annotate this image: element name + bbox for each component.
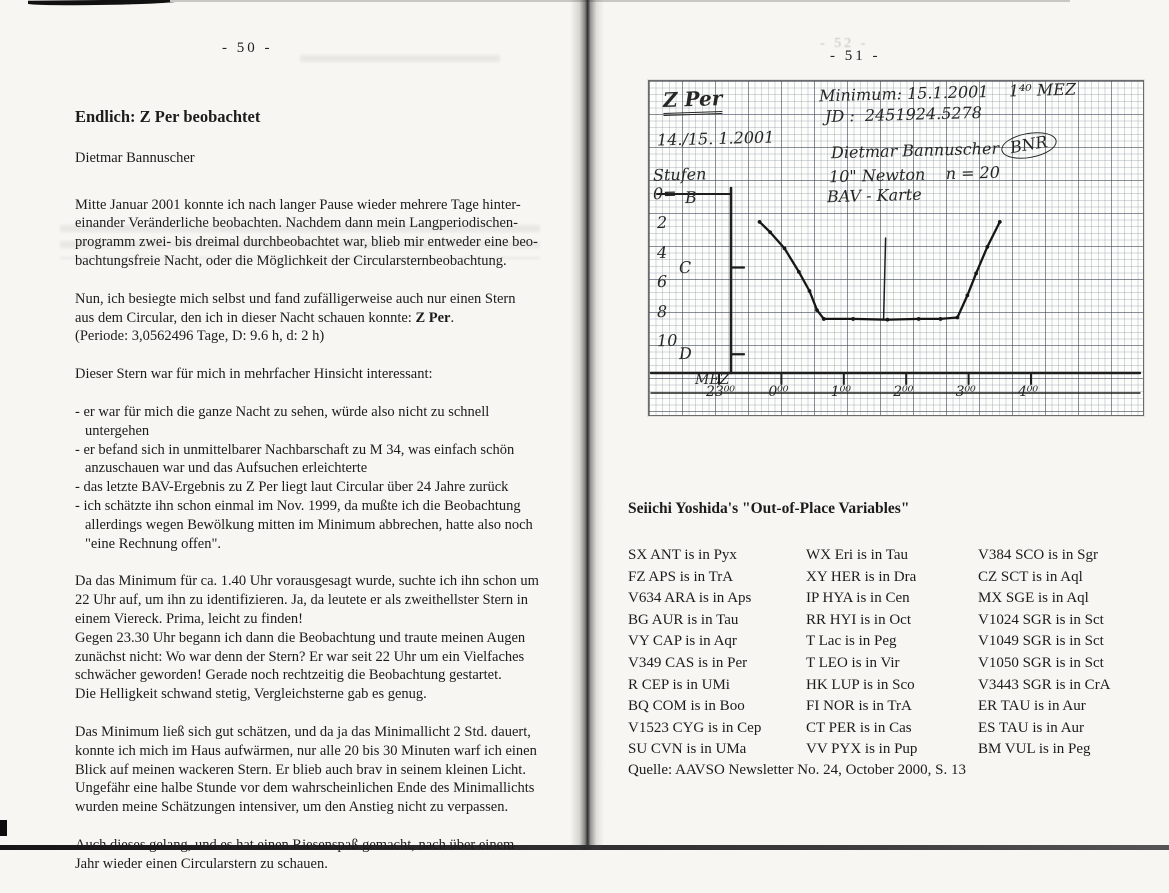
light-curve-chart [648, 80, 1144, 416]
data-point [808, 289, 812, 293]
data-point [797, 270, 801, 274]
variable-entry: R CEP is in UMi [628, 676, 730, 693]
variable-entry: SX ANT is in Pyx [628, 547, 737, 563]
y-tick-label: 4 [656, 242, 668, 262]
data-point [965, 294, 969, 298]
variable-entry: HK LUP is in Sco [806, 676, 915, 693]
minimum-marker [884, 238, 886, 319]
variable-entry: V384 SCO is in Sgr [978, 547, 1099, 563]
data-point [822, 317, 826, 321]
variable-entry: CZ SCT is in Aql [978, 568, 1083, 585]
x-tick-label: 0⁰⁰ [768, 384, 789, 400]
paragraph: Auch dieses gelang, und es hat einen Riesenspaß gemacht, nach über einem Jahr wieder einen Circularstern zu schauen. [75, 836, 515, 872]
variable-entry: BM VUL is in Peg [978, 741, 1091, 758]
variable-entry: IP HYA is in Cen [806, 590, 910, 607]
variable-entry: BQ COM is in Boo [628, 698, 745, 715]
chart-observer-code: BNR [999, 128, 1058, 162]
chart-y-axis-label: Stufen [652, 164, 707, 185]
article-author: Dietmar Bannuscher [75, 149, 195, 166]
x-tick-label: 23⁰⁰ [706, 384, 736, 400]
variable-entry: V349 CAS is in Per [628, 654, 748, 671]
variable-entry: ER TAU is in Aur [978, 698, 1086, 715]
variable-entry: V634 ARA is in Aps [628, 590, 752, 607]
variables-column-2 [806, 545, 917, 761]
bleedthrough-shadow [300, 55, 500, 67]
x-tick-label: 1⁰⁰ [830, 384, 851, 400]
data-point [939, 317, 943, 321]
page-50 [0, 0, 570, 872]
light-curve [760, 222, 1000, 320]
chart-star-name: Z Per [663, 86, 723, 116]
variables-column-3 [978, 545, 1111, 761]
bullet-list [75, 403, 580, 553]
paragraph: Das Minimum ließ sich gut schätzen, und da ja das Minimallicht 2 Std. dauert, konnte ich mich im Haus aufwärmen, nur alle 20 bis 30 Minuten warf ich einen Blick auf meinen wackeren Stern. Er blieb auch brav in seinem kleinen Licht. Ungefähr eine halbe Stunde vor dem wahrscheinlichen Ende des Minimallichts wurden meine Schätzungen intensiver, um den Anstieg nicht zu verpassen. [75, 723, 537, 816]
data-point [758, 220, 762, 224]
bullet-item: - ich schätzte ihn schon einmal im Nov. 1999, da mußte ich die Beobachtung allerdings wegen Bewölkung mitten im Minimum abbrechen, hatte also noch "eine Rechnung offen". [75, 497, 533, 552]
x-tick-label: 4⁰⁰ [1018, 384, 1039, 400]
bullet-item: - er befand sich in unmittelbarer Nachbarschaft zu M 34, was einfach schön anzuschauen war und das Aufsuchen erleichterte [75, 441, 515, 477]
y-tick-label: 2 [656, 213, 668, 233]
variable-entry: RR HYI is in Oct [806, 611, 911, 628]
data-point [815, 308, 819, 312]
data-point [886, 318, 890, 322]
variable-entry: V1024 SGR is in Sct [978, 611, 1104, 628]
variable-entry: VY CAP is in Aqr [628, 633, 737, 650]
chart-x-axis-label: MEZ [695, 372, 730, 388]
variables-heading: Seiichi Yoshida's "Out-of-Place Variables" [628, 500, 910, 517]
data-point [955, 316, 959, 320]
page-number-right: - 51 - [830, 48, 881, 64]
article [75, 108, 580, 893]
variable-entry: T LEO is in Vir [806, 654, 900, 671]
chart-instrument: 10" Newton n = 20 [828, 162, 1001, 187]
article-body [75, 196, 580, 874]
ghost-page-number: - 52 - [820, 36, 869, 51]
chart-reference: BAV - Karte [826, 184, 922, 207]
variable-entry: V1050 SGR is in Sct [978, 654, 1104, 671]
variable-entry: T Lac is in Peg [806, 633, 897, 650]
variable-entry: XY HER is in Dra [806, 568, 917, 585]
y-tick-label: 0= [652, 183, 677, 204]
chart-minimum-note: Minimum: 15.1.2001 1⁴⁰ MEZ [818, 79, 1077, 106]
data-point [768, 230, 772, 234]
data-point [783, 246, 787, 250]
data-point [998, 220, 1002, 224]
variable-entry: MX SGE is in Aql [978, 590, 1089, 607]
paragraph: Mitte Januar 2001 konnte ich nach langer Pause wieder mehrere Tage hinter- einander Veränderliche beobachten. Nachdem dann mein Langperiodischen- programm zwei- bis dreimal durchbeobachtet war, blieb mir entweder eine beo- bachtungsfreie Nacht, oder die Möglichkeit der Circularsternbeobachtung. [75, 196, 538, 269]
y-tick-label: 10 [656, 330, 678, 351]
data-point [917, 317, 921, 321]
data-point [974, 271, 978, 275]
paragraph: Dieser Stern war für mich in mehrfacher Hinsicht interessant: [75, 366, 433, 383]
comparison-star-label: C [678, 257, 692, 277]
source-line: Quelle: AAVSO Newsletter No. 24, October 2000, S. 13 [628, 762, 967, 778]
variable-entry: FZ APS is in TrA [628, 568, 734, 585]
variable-entry: ES TAU is in Aur [978, 719, 1085, 736]
chart-observer: Dietmar Bannuscher [830, 138, 1000, 163]
article-title: Endlich: Z Per beobachtet [75, 107, 261, 126]
data-point [851, 317, 855, 321]
variables-column-1 [628, 545, 761, 761]
paragraph: Da das Minimum für ca. 1.40 Uhr vorausgesagt wurde, suchte ich ihn schon um 22 Uhr auf, um ihn zu identifizieren. Ja, da leutete er als zweithellster Stern in einem Viereck. Prima, leicht zu finden! Gegen 23.30 Uhr begann ich dann die Beobachtung und traute meinen Augen zunächst nicht: Wo war denn der Stern? Er war seit 22 Uhr um ein Vielfaches schwächer geworden! Gerade noch rechtzeitig die Beobachtung gestartet. Die Helligkeit schwand stetig, Vergleichsterne gab es genug. [75, 573, 539, 703]
variable-entry: FI NOR is in TrA [806, 698, 912, 715]
y-tick-label: 8 [656, 301, 668, 321]
variable-entry: V1523 CYG is in Cep [628, 719, 762, 736]
bullet-item: - das letzte BAV-Ergebnis zu Z Per liegt laut Circular über 24 Jahre zurück [75, 479, 509, 496]
chart-date: 14./15. 1.2001 [656, 127, 775, 150]
y-tick-label: 6 [656, 272, 668, 292]
variable-entry: V1049 SGR is in Sct [978, 633, 1104, 650]
x-tick-label: 2⁰⁰ [893, 384, 914, 400]
variable-entry: BG AUR is in Tau [628, 611, 739, 628]
comparison-star-label: B [684, 188, 698, 208]
variable-entry: CT PER is in Cas [806, 719, 912, 736]
chart-jd-note: JD : 2451924.5278 [824, 102, 983, 127]
data-point [985, 245, 989, 249]
page-number-left: - 50 - [222, 40, 273, 56]
variable-entry: SU CVN is in UMa [628, 741, 747, 758]
variable-entry: WX Eri is in Tau [806, 547, 908, 563]
bullet-item: - er war für mich die ganze Nacht zu sehen, würde also nicht zu schnell untergehen [75, 403, 490, 439]
page-51 [604, 0, 1169, 850]
comparison-star-label: D [678, 344, 693, 364]
x-tick-label: 3⁰⁰ [955, 384, 976, 400]
variable-entry: V3443 SGR is in CrA [978, 676, 1111, 693]
paragraph: Nun, ich besiegte mich selbst und fand zufälligerweise auch nur einen Stern aus dem Circular, den ich in dieser Nacht schauen konnte: Z Per. (Periode: 3,0562496 Tage, D: 9.6 h, d: 2 h) [75, 290, 516, 345]
variable-entry: VV PYX is in Pup [806, 741, 918, 758]
